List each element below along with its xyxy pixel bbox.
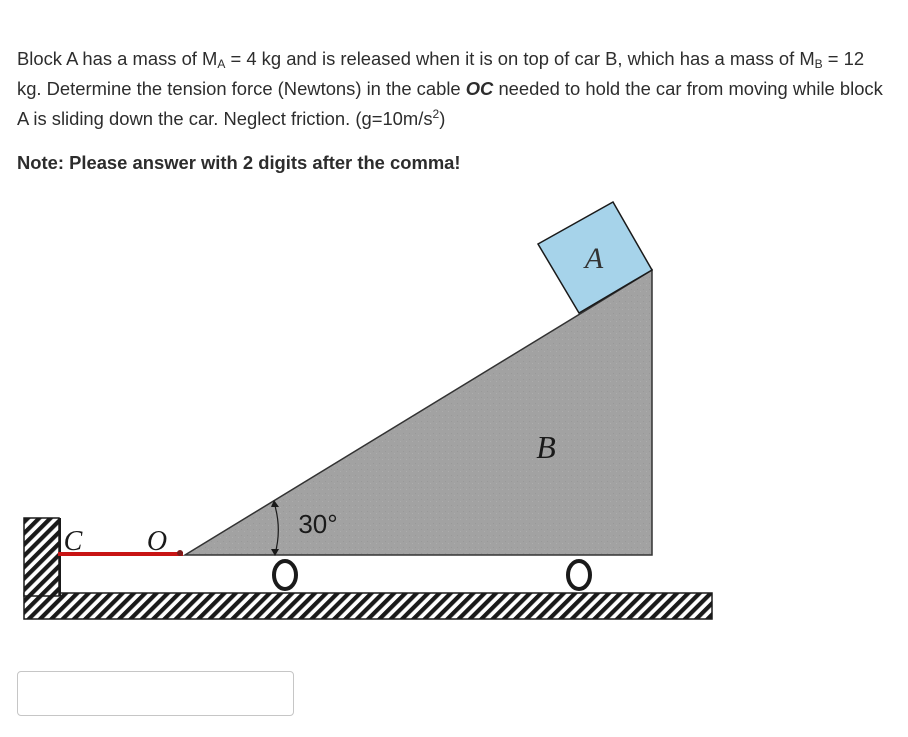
mass-a-subscript: A — [217, 57, 226, 71]
label-car-b: B — [536, 429, 556, 465]
label-block-a: A — [584, 242, 604, 275]
question-text — [17, 44, 892, 134]
label-c: C — [63, 526, 83, 557]
ground — [24, 593, 712, 619]
physics-diagram — [0, 190, 908, 640]
car-b — [185, 270, 652, 555]
attachment-point-o — [177, 550, 183, 556]
exponent: 2 — [432, 107, 440, 121]
wheel-right — [568, 561, 590, 589]
cable-name: OC — [465, 78, 494, 99]
question-part-4: needed to hold the car from moving while block A is sliding down the car. Neglect friction. (g=10m/s — [17, 78, 883, 129]
mass-b-subscript: B — [814, 57, 823, 71]
wall — [24, 518, 61, 596]
question-part-1: Block A has a mass of M — [17, 48, 218, 69]
question-part-2: = 4 kg and is released when it is on top of car B, which has a mass of M — [225, 48, 815, 69]
note-text: Note: Please answer with 2 digits after the comma! — [17, 152, 461, 173]
wheel-left — [274, 561, 296, 589]
label-angle: 30° — [298, 509, 338, 539]
question-part-5: ) — [439, 108, 446, 129]
label-o: O — [146, 526, 168, 557]
question-part-3: = 12 kg. Determine the tension force (Newtons) in the cable — [17, 48, 865, 99]
answer-input[interactable] — [17, 671, 294, 716]
